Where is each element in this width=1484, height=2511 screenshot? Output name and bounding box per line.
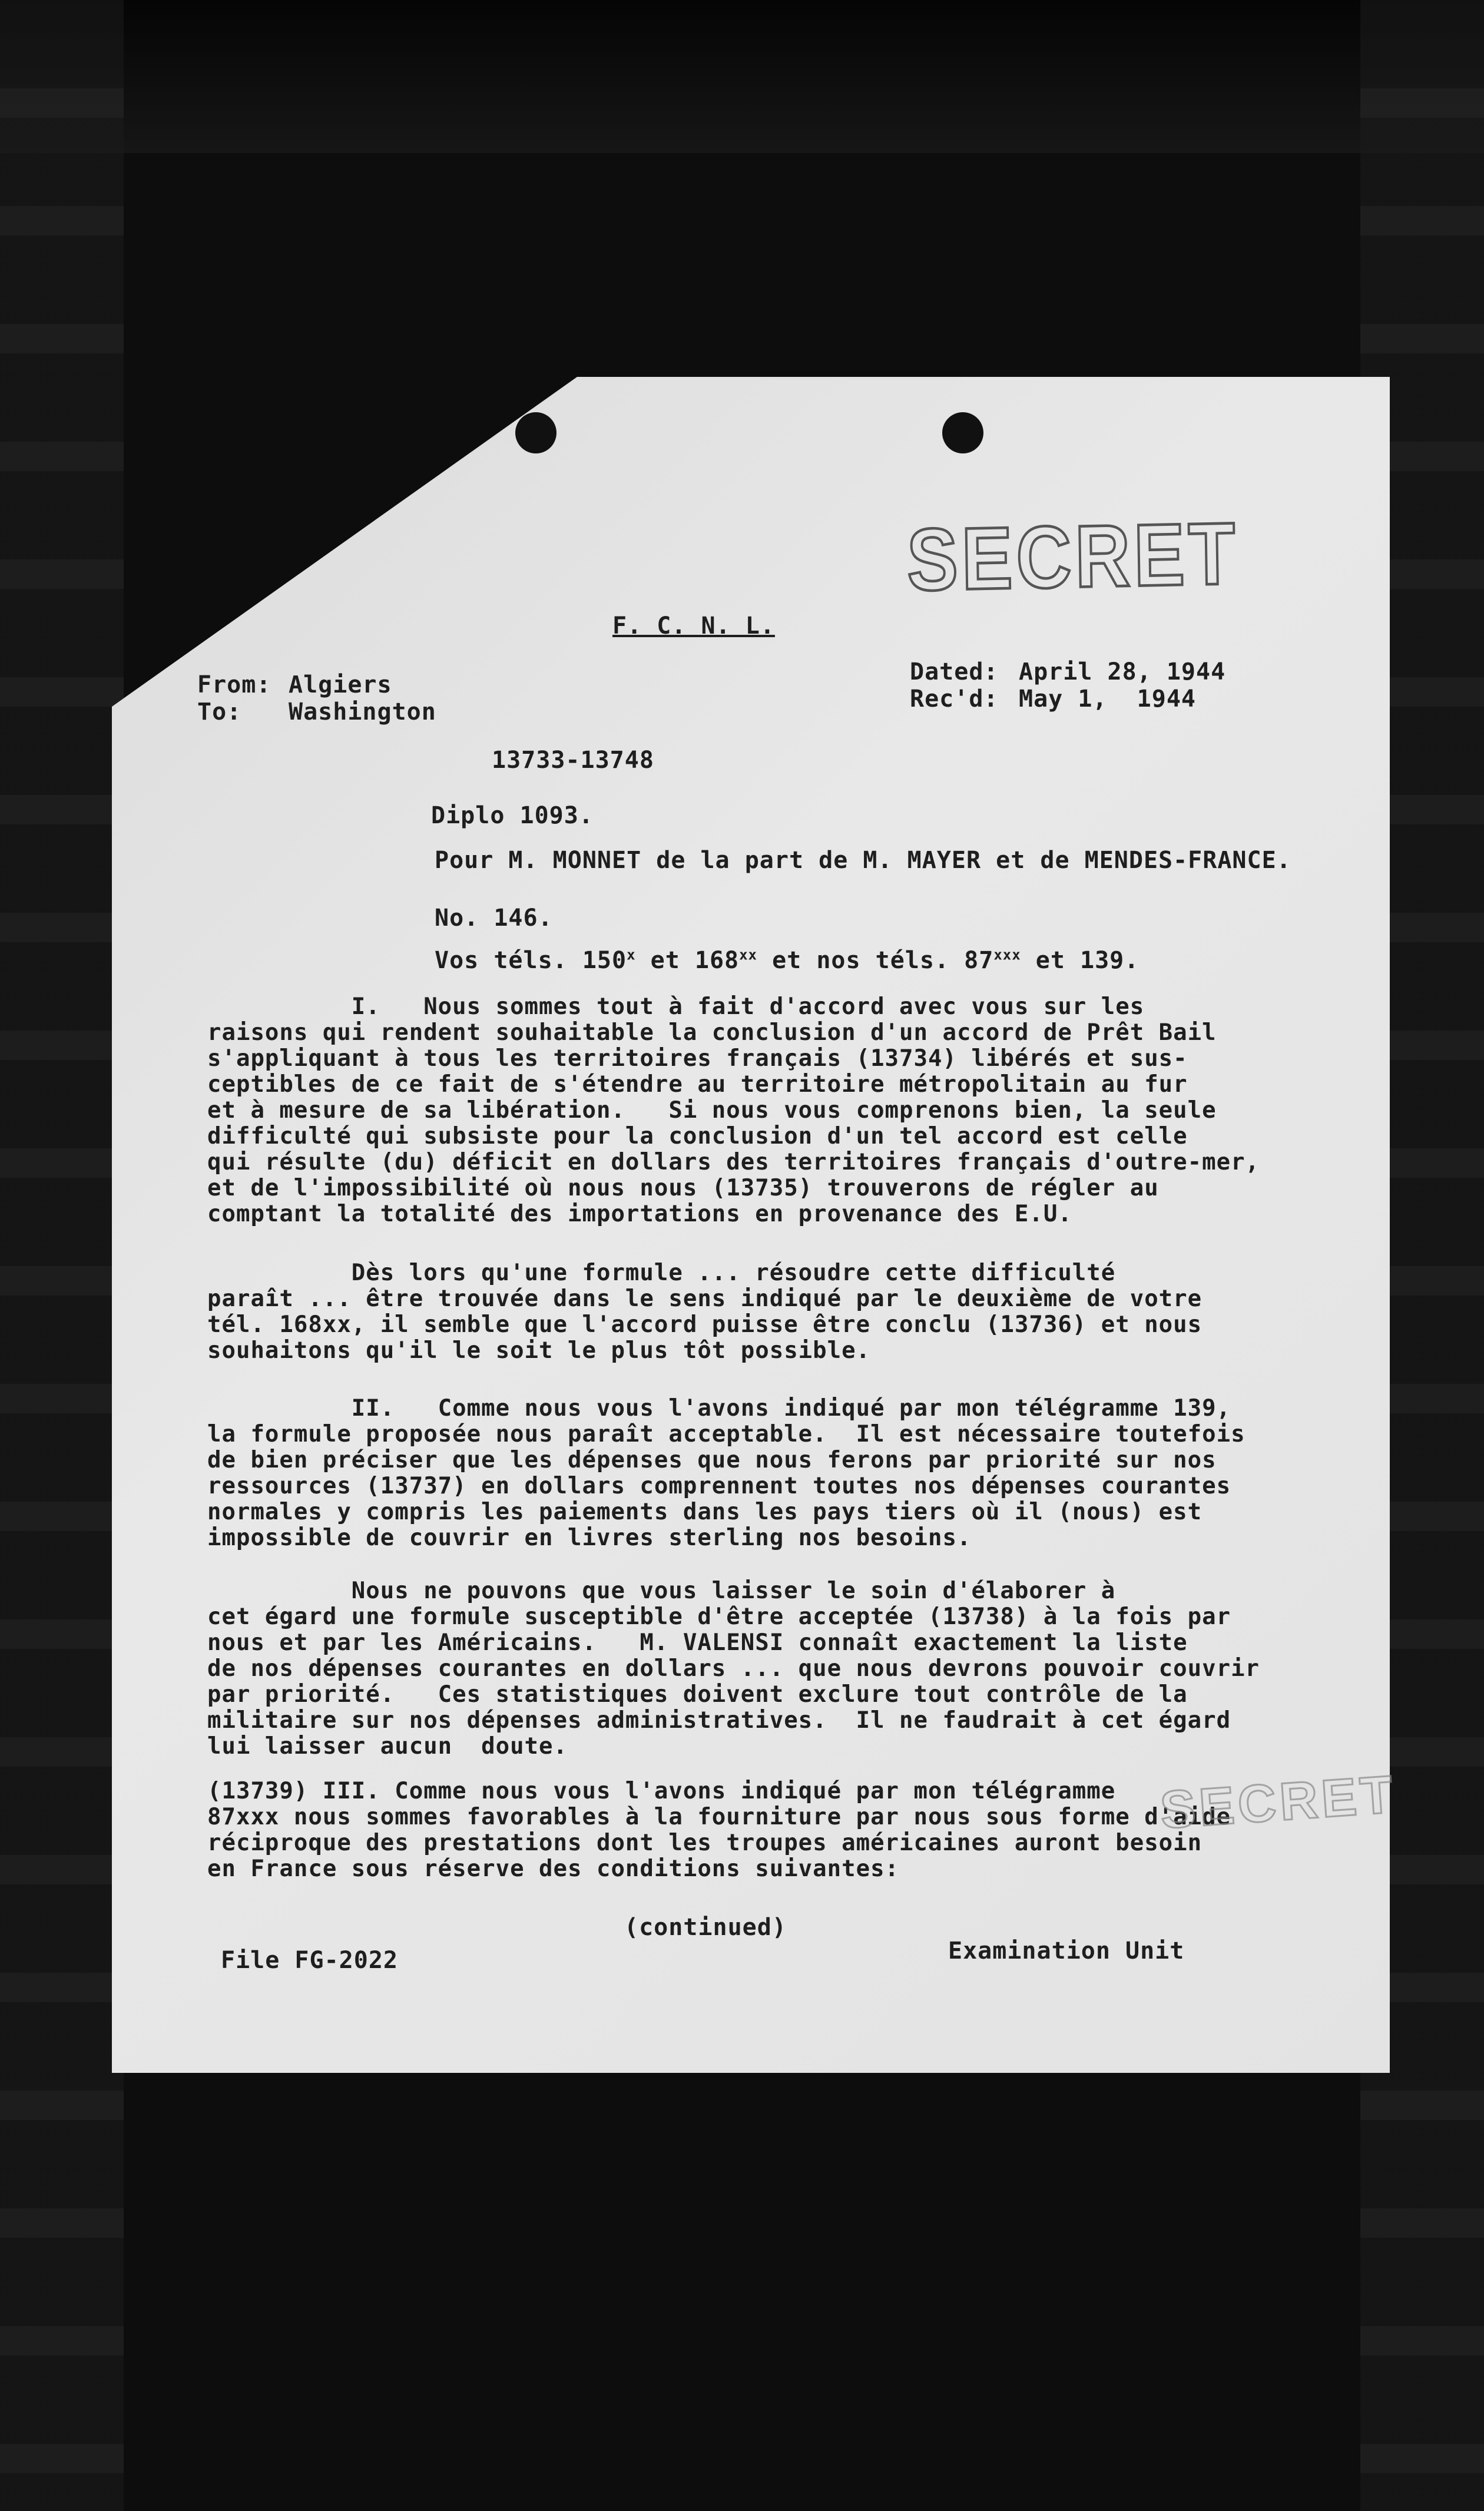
ref-part-d: et 139. <box>1021 947 1140 974</box>
line: et de l'impossibilité où nous nous (13735) trouverons de régler au <box>207 1175 1159 1201</box>
paragraph-2 <box>207 1260 1202 1364</box>
line: s'appliquant à tous les territoires français (13734) libérés et sus- <box>207 1045 1188 1072</box>
dated-label: Dated: <box>910 658 999 685</box>
to-value: Washington <box>289 698 436 726</box>
addressee-line: Pour M. MONNET de la part de M. MAYER et de MENDES-FRANCE. <box>435 847 1291 874</box>
line: comptant la totalité des importations en provenance des E.U. <box>207 1201 1072 1227</box>
recd-label: Rec'd: <box>910 685 999 713</box>
ref-part-b: et 168 <box>635 947 740 974</box>
ref-sup-a: x <box>627 946 636 963</box>
line: impossible de couvrir en livres sterling nos besoins. <box>207 1525 972 1551</box>
reference-line <box>435 947 1139 974</box>
line: (13739) III. Comme nous vous l'avons indiqué par mon télégramme <box>207 1778 1116 1804</box>
paragraph-5 <box>207 1778 1231 1882</box>
line: de bien préciser que les dépenses que nous ferons par priorité sur nos <box>207 1447 1217 1473</box>
line: II. Comme nous vous l'avons indiqué par mon télégramme 139, <box>207 1395 1231 1422</box>
secret-stamp: SECRET <box>906 503 1240 609</box>
secret-stamp-faint: SECRET <box>1158 1765 1399 1840</box>
line: qui résulte (du) déficit en dollars des territoires français d'outre-mer, <box>207 1149 1260 1175</box>
message-number: No. 146. <box>435 905 553 932</box>
punch-hole-left <box>515 412 556 453</box>
agency-title: F. C. N. L. <box>612 612 775 640</box>
file-number: File FG-2022 <box>221 1947 398 1974</box>
examination-unit: Examination Unit <box>948 1937 1185 1965</box>
line: souhaitons qu'il le soit le plus tôt possible. <box>207 1337 871 1364</box>
line: en France sous réserve des conditions suivantes: <box>207 1856 900 1882</box>
recd-value: May 1, 1944 <box>1019 685 1196 713</box>
to-label: To: <box>197 698 242 726</box>
ref-sup-c: xxx <box>993 946 1021 963</box>
line: Dès lors qu'une formule ... résoudre cette difficulté <box>207 1260 1116 1286</box>
line: normales y compris les paiements dans les pays tiers où il (nous) est <box>207 1499 1203 1525</box>
line: nous et par les Américains. M. VALENSI connaît exactement la liste <box>207 1629 1188 1656</box>
line: la formule proposée nous paraît acceptable. Il est nécessaire toutefois <box>207 1421 1246 1447</box>
line: tél. 168xx, il semble que l'accord puisse être conclu (13736) et nous <box>207 1311 1203 1338</box>
ref-sup-b: xx <box>739 946 758 963</box>
paragraph-4 <box>207 1578 1260 1760</box>
ref-part-c: et nos téls. 87 <box>757 947 994 974</box>
diplo-number: Diplo 1093. <box>431 802 594 829</box>
dated-value: April 28, 1944 <box>1019 658 1226 685</box>
line: 87xxx nous sommes favorables à la fourniture par nous sous forme d'aide <box>207 1804 1231 1830</box>
from-label: From: <box>197 671 271 698</box>
line: et à mesure de sa libération. Si nous vous comprenons bien, la seule <box>207 1097 1217 1124</box>
line: Nous ne pouvons que vous laisser le soin d'élaborer à <box>207 1578 1116 1604</box>
serial-number: 13733-13748 <box>492 747 654 774</box>
from-value: Algiers <box>289 671 392 698</box>
line: réciproque des prestations dont les troupes américaines auront besoin <box>207 1830 1203 1856</box>
paragraph-3 <box>207 1396 1246 1551</box>
film-border-left <box>0 0 124 2511</box>
line: ressources (13737) en dollars comprennent toutes nos dépenses courantes <box>207 1473 1231 1499</box>
line: de nos dépenses courantes en dollars ... que nous devrons pouvoir couvrir <box>207 1655 1260 1682</box>
line: par priorité. Ces statistiques doivent exclure tout contrôle de la <box>207 1681 1188 1708</box>
paragraph-1 <box>207 994 1260 1227</box>
line: difficulté qui subsiste pour la conclusion d'un tel accord est celle <box>207 1123 1188 1150</box>
line: militaire sur nos dépenses administratives. Il ne faudrait à cet égard <box>207 1707 1231 1734</box>
film-border-top <box>0 0 1484 153</box>
continued-note: (continued) <box>624 1914 787 1941</box>
line: ceptibles de ce fait de s'étendre au territoire métropolitain au fur <box>207 1071 1188 1098</box>
line: raisons qui rendent souhaitable la conclusion d'un accord de Prêt Bail <box>207 1019 1217 1046</box>
line: paraît ... être trouvée dans le sens indiqué par le deuxième de votre <box>207 1286 1203 1312</box>
ref-part-a: Vos téls. 150 <box>435 947 627 974</box>
line: lui laisser aucun doute. <box>207 1733 568 1760</box>
punch-hole-right <box>942 412 983 453</box>
line: I. Nous sommes tout à fait d'accord avec vous sur les <box>207 993 1145 1020</box>
line: cet égard une formule susceptible d'être acceptée (13738) à la fois par <box>207 1604 1231 1630</box>
